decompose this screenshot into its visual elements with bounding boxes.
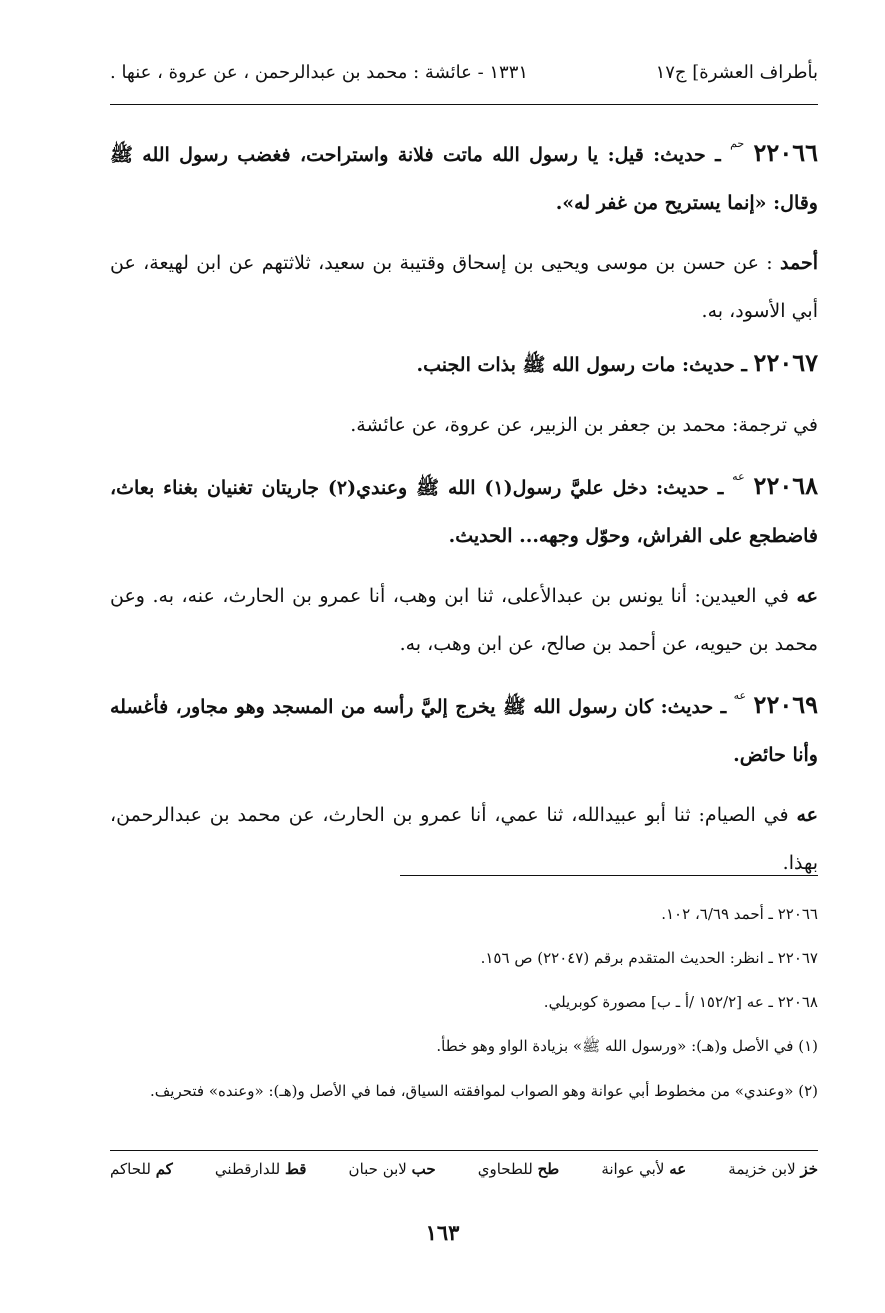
source-text: في ترجمة: محمد بن جعفر بن الزبير، عن عروة، عن عائشة.	[350, 414, 818, 436]
footnote: ٢٢٠٦٦ ـ أحمد ٦/٦٩، ١٠٢.	[661, 905, 818, 923]
abbreviation-code: قط	[285, 1160, 307, 1178]
hadith-number: ٢٢٠٦٨	[753, 471, 818, 500]
footer-rule	[110, 1150, 818, 1151]
footnote: ٢٢٠٦٨ ـ عه [١٥٢/٢ /أ ـ ب] مصورة كوبريلي.	[543, 993, 818, 1011]
hadith-text: ـ حديث: كان رسول الله ﷺ يخرج إليَّ رأسه من المسجد وهو مجاور، فأغسله وأنا حائض.	[110, 696, 818, 766]
hadith-entry	[110, 453, 818, 560]
abbreviation-label: لأبي عوانة	[601, 1160, 665, 1178]
abbreviation-label: للدارقطني	[214, 1160, 281, 1178]
abbreviation-label: لابن خزيمة	[728, 1160, 796, 1178]
source-paragraph	[110, 239, 818, 335]
source-keyword: عه	[796, 585, 818, 607]
hadith-number: ٢٢٠٦٩	[753, 690, 818, 719]
abbreviation-item	[215, 1160, 307, 1178]
hadith-entry	[110, 339, 818, 389]
abbreviation-item	[110, 1160, 173, 1178]
hadith-number: ٢٢٠٦٧	[753, 348, 818, 377]
footnote: (١) في الأصل و(هـ): «ورسول الله ﷺ» بزيادة الواو وهو خطأ.	[436, 1037, 818, 1055]
header-rule	[110, 104, 818, 105]
abbreviation-code: خز	[800, 1160, 818, 1178]
abbreviation-label: للحاكم	[110, 1160, 151, 1178]
source-mark: عه	[733, 689, 747, 702]
abbreviation-label: لابن حبان	[348, 1160, 407, 1178]
source-paragraph	[110, 572, 818, 668]
hadith-text: ـ حديث: مات رسول الله ﷺ بذات الجنب.	[416, 354, 747, 376]
source-mark: عه	[732, 470, 745, 483]
footnote: ٢٢٠٦٧ ـ انظر: الحديث المتقدم برقم (٢٢٠٤٧) ص ١٥٦.	[480, 949, 818, 967]
abbreviation-item	[478, 1160, 559, 1178]
source-paragraph	[110, 401, 818, 449]
abbreviation-item	[601, 1160, 686, 1178]
running-head-title: بأطراف العشرة] ج١٧	[655, 62, 818, 83]
source-text: : عن حسن بن موسى ويحيى بن إسحاق وقتيبة بن سعيد، ثلاثتهم عن ابن لهيعة، عن أبي الأسود، به.	[110, 252, 818, 322]
source-keyword: عه	[796, 804, 818, 826]
page-number: ١٦٣	[425, 1220, 460, 1245]
abbreviation-code: كم	[155, 1160, 173, 1178]
hadith-entry	[110, 672, 818, 779]
footnote-rule	[400, 875, 818, 876]
running-head-section: ١٣٣١ - عائشة : محمد بن عبدالرحمن ، عن عروة ، عنها .	[110, 62, 529, 83]
source-paragraph	[110, 791, 818, 887]
footnote: (٢) «وعندي» من مخطوط أبي عوانة وهو الصواب لموافقته السياق، فما في الأصل و(هـ): «وعنده» فتحريف.	[149, 1082, 818, 1100]
abbreviation-item	[349, 1160, 436, 1178]
hadith-number: ٢٢٠٦٦	[753, 138, 818, 167]
hadith-entry	[110, 120, 818, 227]
hadith-text: ـ حديث: قيل: يا رسول الله ماتت فلانة واستراحت، فغضب رسول الله ﷺ وقال: «إنما يستريح من غفر له».	[110, 144, 818, 214]
abbreviation-code: عه	[669, 1160, 687, 1178]
main-text	[110, 120, 818, 891]
source-text: في العيدين: أنا يونس بن عبدالأعلى، ثنا ابن وهب، أنا عمرو بن الحارث، عنه، به. وعن محمد بن حيويه، عن أحمد بن صالح، عن ابن وهب، به.	[110, 585, 818, 655]
abbreviation-code: حب	[411, 1160, 436, 1178]
abbreviation-item	[728, 1160, 818, 1178]
running-head	[110, 58, 818, 94]
hadith-text: ـ حديث: دخل عليَّ رسول(١) الله ﷺ وعندي(٢) جاريتان تغنيان بغناء بعاث، فاضطجع على الفراش، وحوّل وجهه... الحديث.	[110, 477, 818, 547]
source-text: في الصيام: ثنا أبو عبيدالله، ثنا عمي، أنا عمرو بن الحارث، عن محمد بن عبدالرحمن، بهذا.	[110, 804, 818, 874]
source-mark: حم	[730, 137, 745, 150]
footnotes	[110, 892, 818, 1106]
abbreviation-key	[110, 1160, 818, 1178]
abbreviation-code: طح	[537, 1160, 560, 1178]
abbreviation-label: للطحاوي	[477, 1160, 533, 1178]
source-keyword: أحمد	[780, 252, 819, 274]
